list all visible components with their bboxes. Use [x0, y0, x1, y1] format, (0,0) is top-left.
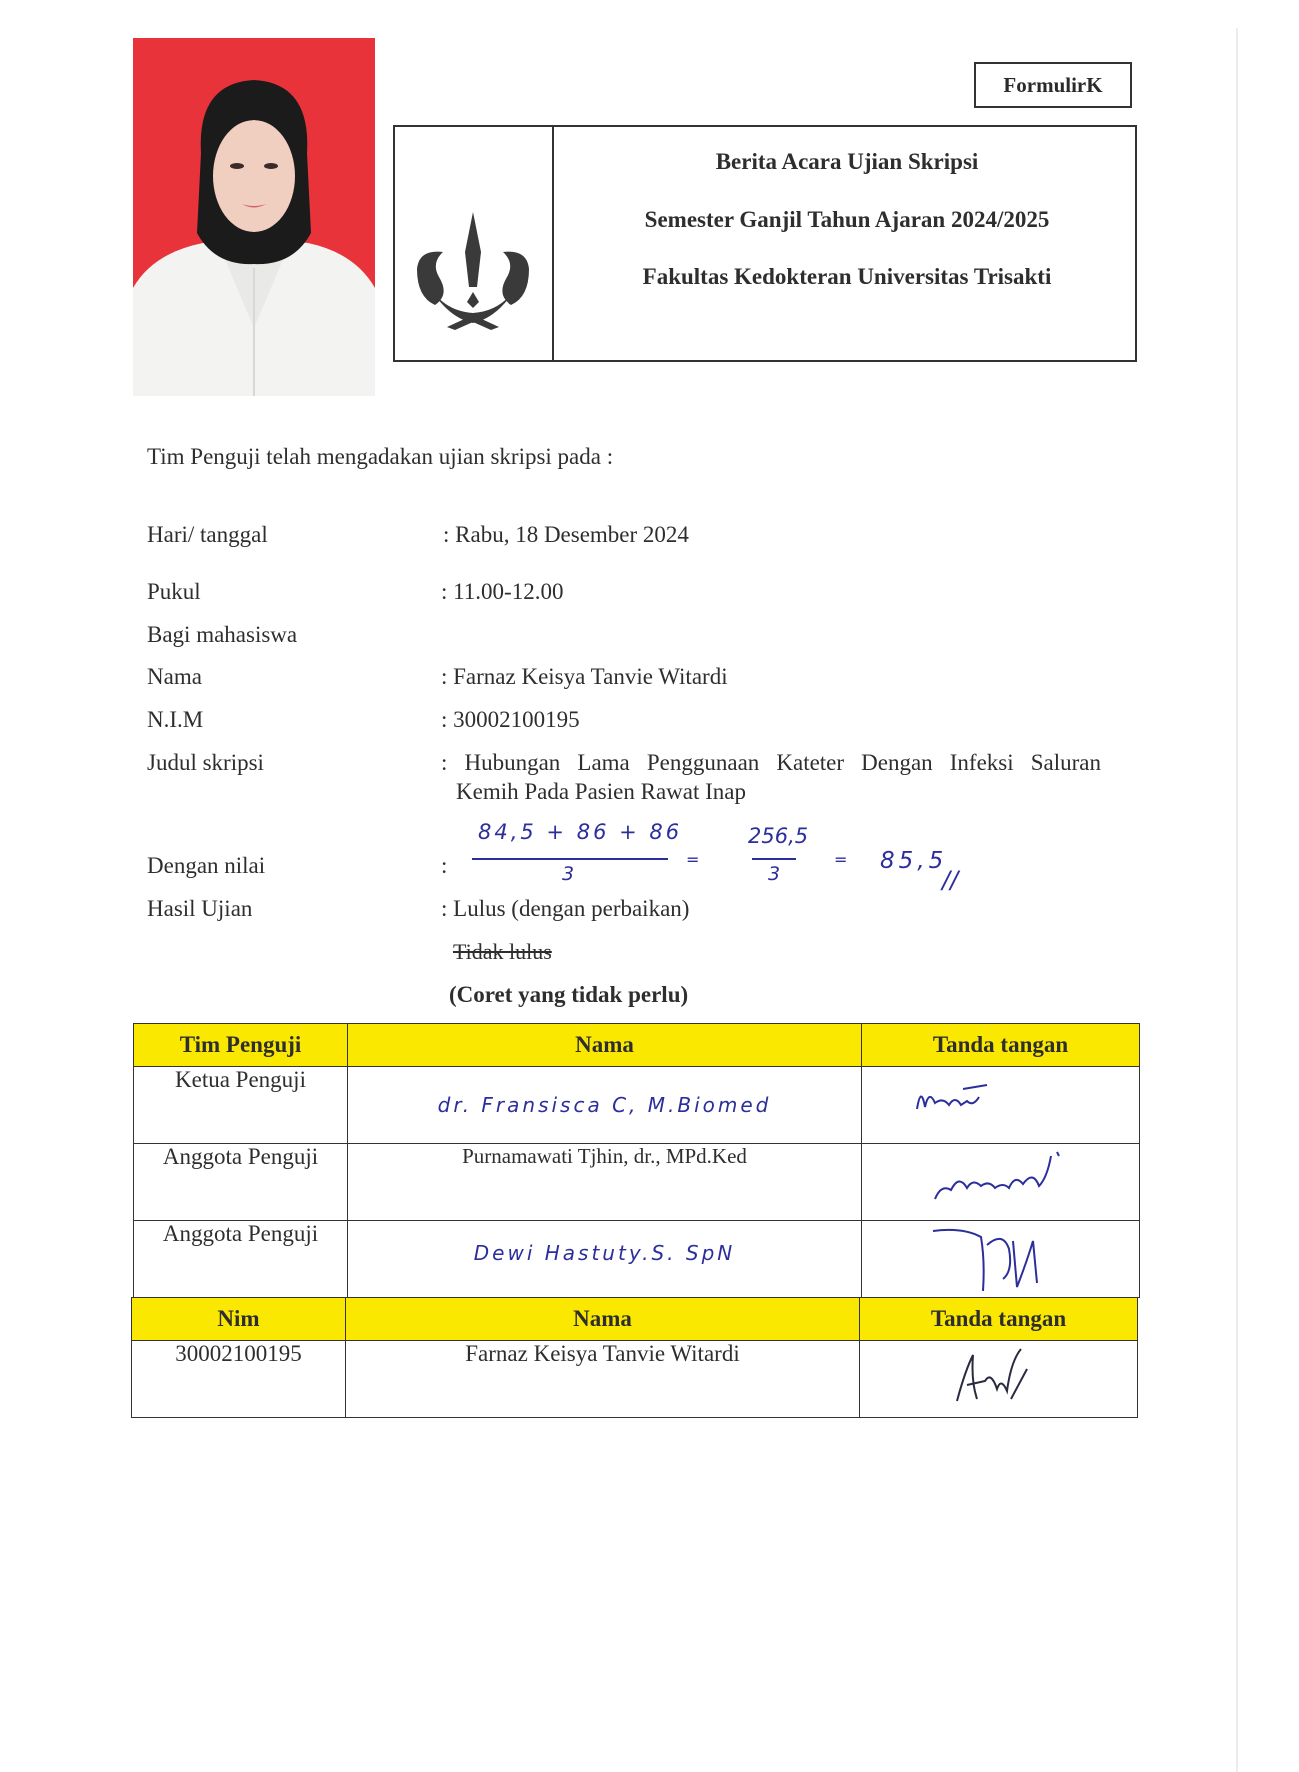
score-sum: 256,5 [748, 824, 809, 848]
nama-label: Nama [147, 664, 202, 689]
student-header-row [132, 1298, 1138, 1341]
judul-value-line1: : Hubungan Lama Penggunaan Kateter Dengan Infeksi Saluran [441, 750, 1101, 775]
signature-cell [862, 1067, 1140, 1144]
hasil-label: Hasil Ujian [147, 896, 253, 921]
signature-cell [860, 1341, 1138, 1418]
nilai-colon: : [441, 853, 448, 878]
signature-cell [862, 1221, 1140, 1298]
judul-label: Judul skripsi [147, 750, 264, 775]
signature-ketua [863, 1067, 1139, 1137]
scan-edge [1236, 28, 1238, 1772]
score-mark: // [942, 866, 959, 894]
hari-label: Hari/ tanggal [147, 522, 268, 547]
signature-anggota-2 [863, 1221, 1139, 1291]
table-row [134, 1144, 1140, 1221]
header-title: Berita Acara Ujian Skripsi [715, 149, 979, 174]
nim-label: N.I.M [147, 707, 204, 732]
examiner-name-handwritten: Dewi Hastuty.S. SpN [473, 1241, 736, 1265]
coret-note: (Coret yang tidak perlu) [449, 982, 689, 1007]
examiner-name: Purnamawati Tjhin, dr., MPd.Ked [348, 1144, 862, 1221]
nim-value: : 30002100195 [441, 707, 580, 732]
table-row [134, 1067, 1140, 1144]
examiner-name-handwritten: dr. Fransisca C, M.Biomed [437, 1093, 772, 1117]
document-header [393, 125, 1137, 362]
header-nama: Nama [348, 1024, 862, 1067]
score-denominator: 3 [562, 863, 575, 885]
score-equals-2: = [834, 850, 848, 869]
score-equals-1: = [686, 850, 700, 869]
pukul-value: : 11.00-12.00 [441, 579, 564, 604]
pukul-label: Pukul [147, 579, 201, 604]
signature-anggota-1 [863, 1144, 1139, 1214]
examiner-role: Anggota Penguji [134, 1144, 348, 1221]
examiner-name-cell [348, 1067, 862, 1144]
signature-student [861, 1341, 1137, 1411]
student-photo [133, 38, 375, 396]
score-sum-denominator: 3 [768, 863, 781, 885]
intro-text: Tim Penguji telah mengadakan ujian skripsi pada : [147, 444, 614, 469]
table-row [132, 1341, 1138, 1418]
score-numerator: 84,5 + 86 + 86 [478, 820, 683, 844]
header-nim: Nim [132, 1298, 346, 1341]
score-fraction-line [472, 858, 668, 860]
header-tanda-tangan: Tanda tangan [860, 1298, 1138, 1341]
examiner-name-cell [348, 1221, 862, 1298]
student-nim: 30002100195 [132, 1341, 346, 1418]
logo-cell [395, 127, 554, 360]
header-faculty: Fakultas Kedokteran Universitas Trisakti [642, 264, 1052, 289]
tidak-lulus-struck: Tidak lulus [453, 939, 552, 964]
hasil-value: : Lulus (dengan perbaikan) [441, 896, 690, 921]
header-semester: Semester Ganjil Tahun Ajaran 2024/2025 [644, 207, 1050, 232]
student-name: Farnaz Keisya Tanvie Witardi [346, 1341, 860, 1418]
nama-value: : Farnaz Keisya Tanvie Witardi [441, 664, 728, 689]
examiner-role: Ketua Penguji [134, 1067, 348, 1144]
university-logo [395, 127, 550, 360]
header-tanda-tangan: Tanda tangan [862, 1024, 1140, 1067]
hari-value: : Rabu, 18 Desember 2024 [443, 522, 689, 547]
examiners-header-row [134, 1024, 1140, 1067]
score-result: 85,5 [880, 848, 948, 874]
student-table [131, 1297, 1138, 1418]
bagi-label: Bagi mahasiswa [147, 622, 298, 647]
header-tim-penguji: Tim Penguji [134, 1024, 348, 1067]
form-code-box [974, 62, 1132, 108]
score-sum-line [752, 858, 796, 860]
nilai-label: Dengan nilai [147, 853, 266, 878]
examiners-table [133, 1023, 1140, 1298]
form-code: FormulirK [1003, 72, 1103, 97]
judul-value-line2: Kemih Pada Pasien Rawat Inap [456, 779, 746, 804]
signature-cell [862, 1144, 1140, 1221]
examiner-role: Anggota Penguji [134, 1221, 348, 1298]
header-nama: Nama [346, 1298, 860, 1341]
table-row [134, 1221, 1140, 1298]
